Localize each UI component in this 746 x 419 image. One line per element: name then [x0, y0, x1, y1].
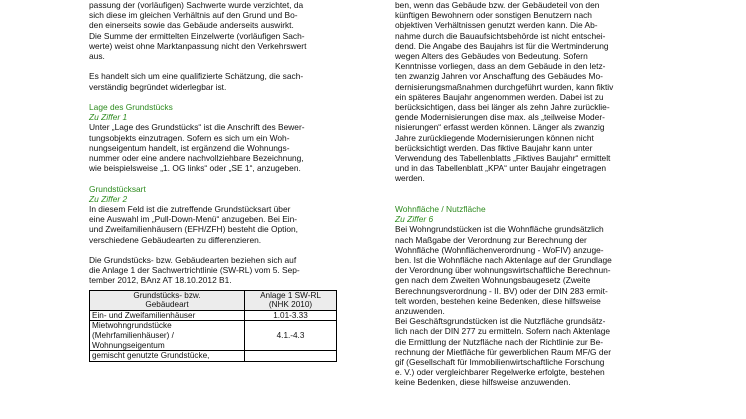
estimate-paragraph [89, 71, 353, 91]
table-row [90, 310, 337, 321]
text-line: lich nach der DIN 277 zu ermitteln. Sofern nach Aktenlage [395, 326, 611, 337]
header-line: Grundstücks- bzw. [133, 290, 201, 300]
text-line: Bei Wohngrundstücken ist die Wohnfläche grundsätzlich [395, 224, 604, 235]
grundstuecksart-table [89, 290, 337, 362]
text-line: telt worden, bestehen keine Bedenken, diese hilfsweise [395, 295, 601, 306]
text-line: eine Auswahl im „Pull-Down-Menü“ anzugeben. Bei Ein- [89, 214, 298, 225]
cell-line: Wohnungseigentum [92, 340, 165, 350]
text-line: sich diese im gleichen Verhältnis auf den Grund und Bo- [89, 10, 298, 21]
text-line: Unter „Lage des Grundstücks“ ist die Anschrift des Bewer- [89, 122, 305, 133]
text-line: und in das Tabellenblatt „KPA“ unter Baujahr eingetragen [395, 163, 607, 174]
text-line: nungseigentum handelt, ist ergänzend die Wohnungs- [89, 142, 290, 153]
table-cell [90, 310, 245, 321]
text-line: den einerseits sowie das Gebäude anderseits auswirkt. [89, 20, 294, 31]
text-line: dernisierungsmaßnahmen durchgeführt wurden, kann fiktiv [395, 81, 614, 92]
section-heading-lage: Lage des Grundstücks [89, 102, 173, 112]
text-line: Verwendung des Tabellenblatts „Fiktives Baujahr“ ermittelt [395, 153, 611, 164]
cell-line: Ein- und Zweifamilienhäuser [92, 310, 196, 320]
lage-paragraph [89, 122, 353, 173]
table-cell: 4.1.-4.3 [245, 321, 337, 351]
text-line: In diesem Feld ist die zutreffende Grundstücksart über [89, 204, 291, 215]
table-cell [245, 351, 337, 362]
text-line: wegen Alters des Gebäudes von Bedeutung. Sofern [395, 51, 588, 62]
text-line: berücksichtigt werden. Das fiktive Baujahr kann unter [395, 142, 593, 153]
text-line: Jahre zurückliegende Modernisierungen können nicht [395, 132, 594, 143]
text-line: berücksichtigen, dass bei länger als zehn Jahre zurücklie- [395, 102, 610, 113]
bezug-paragraph [89, 255, 353, 286]
table-cell [90, 351, 245, 362]
text-line: die Ermittlung der Nutzfläche nach der Richtlinie zur Be- [395, 336, 604, 347]
text-line: passung der (vorläufigen) Sachwerte wurde verzichtet, da [89, 0, 304, 10]
art-paragraph [89, 204, 353, 245]
table-header-cell [90, 290, 245, 310]
text-line: aus. [89, 51, 105, 62]
section-heading-grundstuecksart: Grundstücksart [89, 183, 146, 194]
text-line: rechnung der Mietfläche für gewerblichen Raum MF/G der [395, 346, 611, 357]
text-line: nahme durch die Bauaufsichtsbehörde ist nicht entschei- [395, 30, 606, 41]
table-header-row [90, 290, 337, 310]
text-line: dend. Die Angabe des Baujahrs ist für die Wertminderung [395, 40, 609, 51]
text-line: Kenntnisse vorliegen, dass an dem Gebäude in den letz- [395, 61, 606, 72]
header-line: Gebäudeart [145, 300, 189, 310]
header-line: Anlage 1 SW-RL [260, 290, 321, 300]
table-cell: 1.01-3.33 [245, 310, 337, 321]
text-line: ten zwanzig Jahren vor Anschaffung des Gebäudes Mo- [395, 71, 603, 82]
section-heading-wohnflaeche: Wohnfläche / Nutzfläche [395, 204, 486, 215]
text-line: gif (Gesellschaft für Immobilienwirtschaftliche Forschung [395, 357, 605, 368]
section-subheading-ziffer-2: Zu Ziffer 2 [89, 193, 128, 204]
text-line: nummer oder eine andere nachvollziehbare Bezeichnung, [89, 153, 304, 164]
text-line: künftigen Bewohnern oder sonstigen Benutzern nach [395, 10, 592, 21]
text-line: werden. [395, 173, 425, 184]
left-column [89, 0, 353, 362]
text-line: e. V.) oder vergleichbarer Regelwerke erfolgte, bestehen [395, 367, 605, 378]
text-line: nisierungen“ erfasst werden können. Länger als zwanzig [395, 122, 605, 133]
text-line: objektiven Verhältnissen genutzt werden kann. Die Ab- [395, 20, 598, 31]
text-line: der Verordnung über wohnungswirtschaftliche Berechnun- [395, 265, 611, 276]
text-line: keine Bedenken, diese hilfsweise anzuwenden. [395, 377, 571, 388]
text-line: verständig begründet widerlegbar ist. [89, 81, 227, 92]
text-line: Wohnfläche (Wohnflächenverordnung - WoFIV) anzuge- [395, 244, 604, 255]
cell-line: Mietwohngrundstücke [92, 321, 172, 331]
text-line: ben. Ist die Wohnfläche nach Aktenlage auf der Grundlage [395, 255, 612, 266]
text-line: wie beispielsweise „1. OG links“ oder „SE 1“, anzugeben. [89, 163, 301, 174]
table-row [90, 351, 337, 362]
table-row [90, 321, 337, 351]
text-line: tungsobjekts einzutragen. Sofern es sich um ein Woh- [89, 132, 290, 143]
text-line: Die Grundstücks- bzw. Gebäudearten beziehen sich auf [89, 255, 297, 266]
text-line: verschiedene Gebäudearten zu differenzieren. [89, 234, 262, 245]
text-line: ein späteres Baujahr angenommen werden. Dabei ist zu [395, 91, 604, 102]
right-column [395, 0, 661, 388]
text-line: und Zweifamilienhäusern (EFH/ZFH) besteht die Option, [89, 224, 298, 235]
text-line: Bei Geschäftsgrundstücken ist die Nutzfläche grundsätz- [395, 316, 606, 327]
intro-paragraph [89, 0, 353, 61]
text-line: Berechnungsverordnung - II. BV) oder der DIN 283 ermit- [395, 285, 608, 296]
cell-line: (Mehrfamilienhäuser) / [92, 331, 174, 340]
text-line: tember 2012, BAnz AT 18.10.2012 B1. [89, 275, 232, 286]
section-subheading-ziffer-6: Zu Ziffer 6 [395, 214, 434, 225]
header-line: (NHK 2010) [268, 300, 313, 310]
text-line: nach Maßgabe der Verordnung zur Berechnung der [395, 234, 587, 245]
text-line: die Anlage 1 der Sachwertrichtlinie (SW-RL) vom 5. Sep- [89, 265, 300, 276]
wohnflaeche-paragraph [395, 224, 661, 387]
text-line: Es handelt sich um eine qualifizierte Schätzung, die sach- [89, 71, 304, 82]
text-line: gende Modernisierungen dise max. als „teilweise Moder- [395, 112, 605, 123]
text-line: werte) weist ohne Marktanpassung nicht den Verkehrswert [89, 40, 307, 51]
table-cell [90, 321, 245, 351]
text-line: ben, wenn das Gebäude bzw. der Gebäudeteil von den [395, 0, 600, 10]
table-header-cell [245, 290, 337, 310]
text-line: anzuwenden. [395, 306, 445, 317]
text-line: gen nach dem Zweiten Wohnungsbaugesetz (Zweite [395, 275, 591, 286]
baujahr-paragraph [395, 0, 661, 184]
section-subheading-ziffer-1: Zu Ziffer 1 [89, 112, 128, 123]
cell-line: gemischt genutzte Grundstücke, [92, 351, 210, 361]
text-line: Die Summe der ermittelten Einzelwerte (vorläufigen Sach- [89, 30, 305, 41]
